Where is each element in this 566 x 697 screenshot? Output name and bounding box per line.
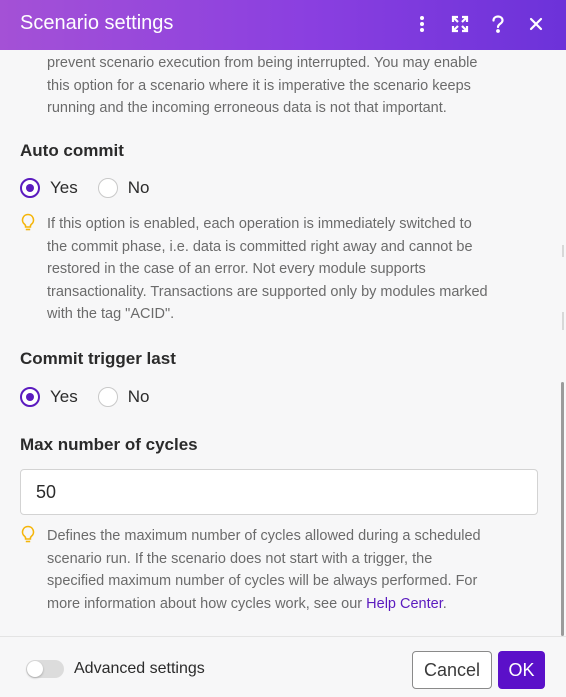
- hint-line-suffix: .: [442, 595, 447, 612]
- commit-trigger-last-no-label[interactable]: No: [127, 387, 150, 406]
- scroll-track-mark: [562, 245, 564, 257]
- header-actions: [410, 10, 548, 38]
- expand-icon[interactable]: [448, 10, 472, 38]
- scrollbar-thumb[interactable]: [561, 382, 564, 636]
- commit-trigger-last-radio-group: [20, 387, 169, 407]
- dialog-body[interactable]: [0, 50, 566, 636]
- help-icon[interactable]: [486, 10, 510, 38]
- auto-commit-no-radio[interactable]: [98, 178, 118, 198]
- advanced-settings-label[interactable]: Advanced settings: [74, 660, 205, 677]
- advanced-settings-toggle[interactable]: [26, 660, 64, 678]
- hint-line: scenario run. If the scenario does not start with a trigger, the: [47, 550, 433, 567]
- hint-line: [47, 593, 547, 616]
- scroll-track-mark: [562, 312, 564, 330]
- lightbulb-icon: [21, 213, 35, 237]
- help-center-link[interactable]: Help Center: [366, 595, 443, 612]
- commit-trigger-last-yes-radio[interactable]: [20, 387, 40, 407]
- dialog-title: Scenario settings: [20, 12, 174, 34]
- hint-line: prevent scenario execution from being interrupted. You may enable: [47, 55, 478, 71]
- auto-commit-yes-radio[interactable]: [20, 178, 40, 198]
- auto-commit-title: Auto commit: [20, 141, 124, 160]
- max-cycles-title: Max number of cycles: [20, 435, 198, 454]
- hint-line: with the tag "ACID".: [47, 306, 175, 322]
- hint-line: this option for a scenario where it is imperative the scenario keeps: [47, 77, 471, 94]
- dialog-footer: [0, 636, 566, 697]
- hint-line: restored in the case of an error. Not every module supports: [47, 261, 426, 277]
- auto-commit-radio-group: [20, 178, 169, 198]
- lightbulb-icon: [21, 525, 35, 549]
- more-vertical-icon[interactable]: [410, 10, 434, 38]
- auto-commit-hint-text: [47, 213, 547, 326]
- max-cycles-hint-text: [47, 525, 547, 615]
- close-icon[interactable]: [524, 10, 548, 38]
- auto-commit-no-label[interactable]: No: [127, 178, 150, 197]
- cancel-button[interactable]: Cancel: [412, 651, 492, 689]
- hint-line: specified maximum number of cycles will be always performed. For: [47, 573, 478, 589]
- top-hint-text: [47, 52, 547, 120]
- commit-trigger-last-yes-label[interactable]: Yes: [50, 387, 78, 406]
- hint-line: transactionality. Transactions are supported only by modules marked: [47, 283, 488, 300]
- max-cycles-input[interactable]: [20, 469, 538, 515]
- dialog-header: [0, 0, 566, 50]
- commit-trigger-last-title: Commit trigger last: [20, 349, 176, 368]
- commit-trigger-last-no-radio[interactable]: [98, 387, 118, 407]
- hint-line: running and the incoming erroneous data is not that important.: [47, 100, 447, 116]
- hint-line: the commit phase, i.e. data is committed right away and cannot be: [47, 238, 473, 255]
- ok-button[interactable]: OK: [498, 651, 545, 689]
- auto-commit-yes-label[interactable]: Yes: [50, 178, 78, 197]
- hint-line-prefix: more information about how cycles work, see our: [47, 595, 367, 612]
- hint-line: If this option is enabled, each operation is immediately switched to: [47, 216, 472, 232]
- hint-line: Defines the maximum number of cycles allowed during a scheduled: [47, 528, 481, 544]
- max-cycles-value: 50: [36, 481, 57, 502]
